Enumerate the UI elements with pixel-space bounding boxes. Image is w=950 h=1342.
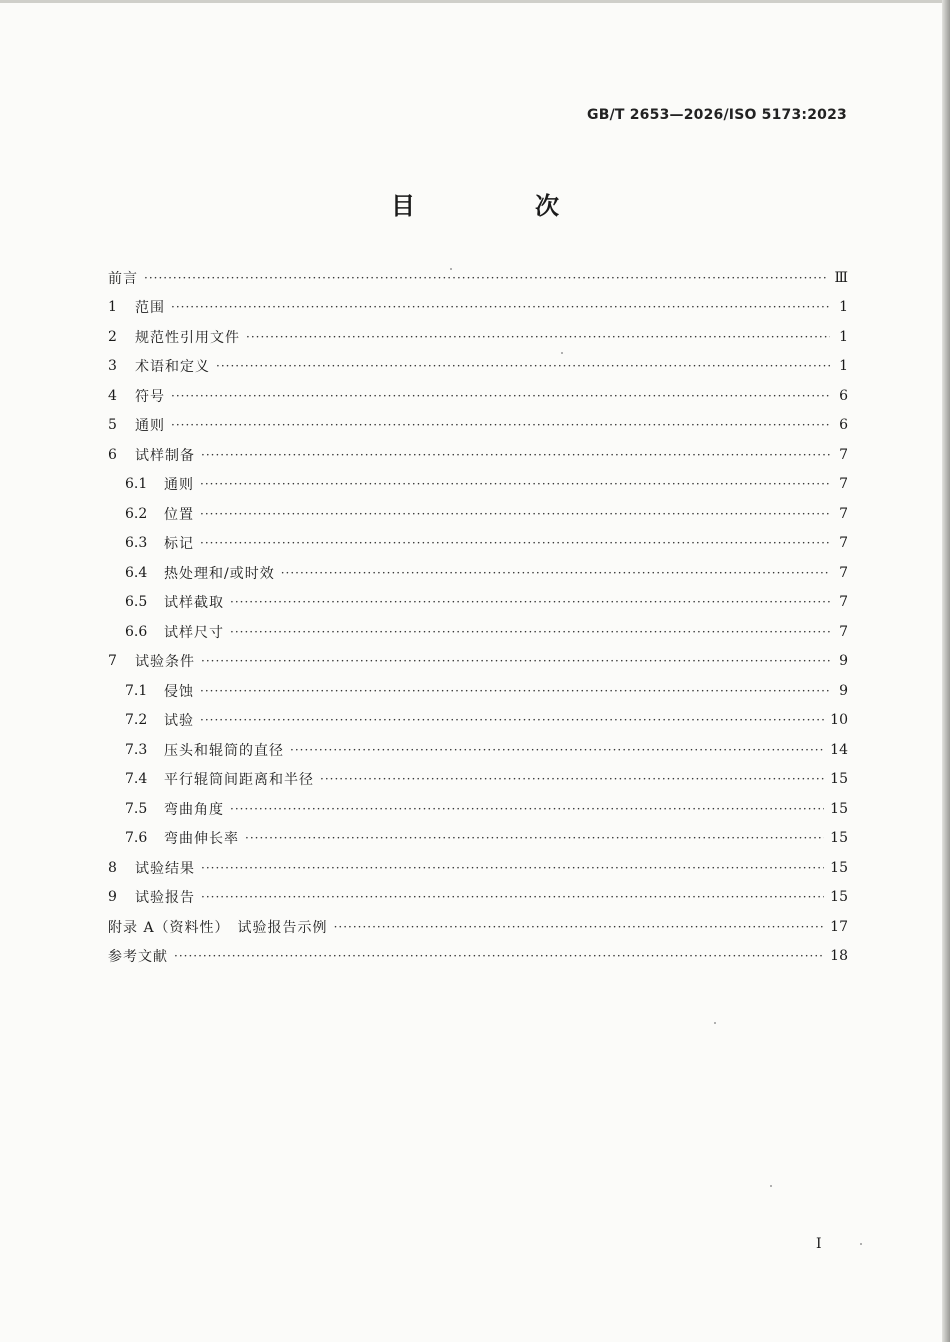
toc-entry-page: 1	[839, 328, 848, 345]
toc-entry-number: 6.2	[125, 505, 148, 522]
toc-dot-leader	[171, 418, 830, 432]
toc-dot-leader	[230, 595, 830, 609]
toc-entry[interactable]	[108, 824, 848, 854]
toc-entry-page: Ⅲ	[834, 269, 848, 286]
toc-entry[interactable]	[108, 794, 848, 824]
toc-entry-page: 6	[839, 387, 848, 404]
toc-entry[interactable]	[108, 440, 848, 470]
toc-entry[interactable]	[108, 942, 848, 972]
toc-entry-page: 7	[839, 505, 848, 522]
toc-entry-label: 侵蚀	[164, 683, 194, 700]
toc-entry-label: 前言	[108, 270, 138, 287]
toc-entry-page: 7	[839, 446, 848, 463]
toc-entry[interactable]	[108, 381, 848, 411]
standard-code: GB/T 2653—2026/ISO 5173:2023	[587, 107, 847, 123]
toc-entry-page: 15	[830, 859, 848, 876]
toc-entry-page: 7	[839, 535, 848, 552]
toc-entry-label: 试验报告	[135, 890, 195, 907]
toc-entry-page: 7	[839, 623, 848, 640]
toc-entry-label: 位置	[164, 506, 194, 523]
toc-entry-label: 试样截取	[164, 595, 224, 612]
toc-entry[interactable]	[108, 470, 848, 500]
toc-entry[interactable]	[108, 499, 848, 529]
toc-entry[interactable]	[108, 765, 848, 795]
toc-entry-number: 3	[108, 358, 117, 375]
toc-dot-leader	[201, 861, 824, 875]
toc-entry-page: 9	[839, 682, 848, 699]
toc-entry-number: 7.3	[125, 741, 148, 758]
toc-dot-leader	[230, 625, 830, 639]
page-number: I	[816, 1236, 822, 1252]
toc-dot-leader	[216, 359, 830, 373]
toc-entry-page: 1	[839, 358, 848, 375]
toc-dot-leader	[200, 536, 830, 550]
toc-entry-number: 6.4	[125, 564, 148, 581]
toc-entry-label: 压头和辊筒的直径	[164, 742, 284, 759]
toc-entry-number: 1	[108, 299, 117, 316]
toc-entry[interactable]	[108, 352, 848, 382]
toc-dot-leader	[200, 713, 824, 727]
toc-entry-number: 9	[108, 889, 117, 906]
toc-dot-leader	[171, 300, 830, 314]
toc-dot-leader	[174, 949, 824, 963]
toc-entry-label: 弯曲伸长率	[164, 831, 239, 848]
table-of-contents	[108, 263, 848, 971]
toc-entry-number: 4	[108, 387, 117, 404]
toc-dot-leader	[230, 802, 824, 816]
toc-entry[interactable]	[108, 735, 848, 765]
toc-entry-number: 7.1	[125, 682, 148, 699]
toc-entry-number: 8	[108, 859, 117, 876]
toc-entry-number: 6.5	[125, 594, 148, 611]
toc-entry-page: 15	[830, 800, 848, 817]
scan-speck	[770, 1185, 772, 1187]
scan-speck	[714, 1022, 716, 1024]
toc-entry-page: 15	[830, 889, 848, 906]
toc-dot-leader	[144, 271, 828, 285]
toc-entry-page: 17	[830, 918, 848, 935]
toc-entry[interactable]	[108, 293, 848, 323]
toc-entry-label: 平行辊筒间距离和半径	[164, 772, 314, 789]
toc-dot-leader	[201, 890, 824, 904]
toc-entry-number: 6.3	[125, 535, 148, 552]
toc-entry-label: 术语和定义	[135, 359, 210, 376]
scan-speck	[860, 1243, 862, 1245]
toc-entry-label: 试验条件	[135, 654, 195, 671]
toc-entry-label: 热处理和/或时效	[164, 565, 275, 582]
toc-entry-number: 7.4	[125, 771, 148, 788]
toc-dot-leader	[201, 448, 830, 462]
toc-entry[interactable]	[108, 883, 848, 913]
toc-dot-leader	[246, 330, 830, 344]
toc-entry-page: 7	[839, 564, 848, 581]
toc-entry-page: 6	[839, 417, 848, 434]
toc-entry[interactable]	[108, 853, 848, 883]
toc-entry-label: 通则	[164, 477, 194, 494]
toc-entry-page: 7	[839, 594, 848, 611]
toc-entry-label: 范围	[135, 300, 165, 317]
toc-entry-number: 6	[108, 446, 117, 463]
toc-entry-page: 1	[839, 299, 848, 316]
toc-entry[interactable]	[108, 322, 848, 352]
toc-entry-page: 9	[839, 653, 848, 670]
toc-entry[interactable]	[108, 558, 848, 588]
toc-entry-number: 6.6	[125, 623, 148, 640]
toc-dot-leader	[200, 477, 830, 491]
toc-title: 目 次	[391, 192, 607, 220]
scan-speck	[561, 352, 563, 354]
toc-entry-number: 7	[108, 653, 117, 670]
toc-entry[interactable]	[108, 647, 848, 677]
toc-entry-label: 附录 A（资料性） 试验报告示例	[108, 919, 328, 936]
toc-entry-number: 7.5	[125, 800, 148, 817]
toc-entry-number: 2	[108, 328, 117, 345]
toc-entry[interactable]	[108, 411, 848, 441]
toc-entry-label: 参考文献	[108, 949, 168, 966]
toc-dot-leader	[200, 684, 830, 698]
toc-entry[interactable]	[108, 263, 848, 293]
toc-entry-number: 7.2	[125, 712, 148, 729]
toc-entry-page: 18	[830, 948, 848, 965]
toc-entry-label: 标记	[164, 536, 194, 553]
toc-entry-page: 14	[830, 741, 848, 758]
toc-entry-page: 7	[839, 476, 848, 493]
toc-dot-leader	[201, 654, 830, 668]
toc-entry-number: 6.1	[125, 476, 148, 493]
toc-entry[interactable]	[108, 912, 848, 942]
toc-dot-leader	[281, 566, 830, 580]
toc-dot-leader	[171, 389, 830, 403]
toc-entry-label: 通则	[135, 418, 165, 435]
toc-entry-label: 试样尺寸	[164, 624, 224, 641]
toc-dot-leader	[320, 772, 824, 786]
toc-entry-label: 规范性引用文件	[135, 329, 240, 346]
toc-entry-number: 7.6	[125, 830, 148, 847]
toc-dot-leader	[245, 831, 824, 845]
toc-entry-number: 5	[108, 417, 117, 434]
toc-entry-label: 试验	[164, 713, 194, 730]
toc-dot-leader	[334, 920, 825, 934]
toc-entry-page: 10	[830, 712, 848, 729]
toc-entry-page: 15	[830, 771, 848, 788]
toc-dot-leader	[200, 507, 830, 521]
toc-entry-label: 试验结果	[135, 860, 195, 877]
toc-entry[interactable]	[108, 706, 848, 736]
toc-entry-page: 15	[830, 830, 848, 847]
toc-entry[interactable]	[108, 676, 848, 706]
scan-speck	[450, 268, 452, 270]
scan-edge-top	[0, 0, 950, 3]
toc-entry-label: 弯曲角度	[164, 801, 224, 818]
toc-entry-label: 试样制备	[135, 447, 195, 464]
toc-dot-leader	[290, 743, 824, 757]
toc-entry[interactable]	[108, 529, 848, 559]
toc-entry[interactable]	[108, 588, 848, 618]
toc-entry[interactable]	[108, 617, 848, 647]
toc-entry-label: 符号	[135, 388, 165, 405]
